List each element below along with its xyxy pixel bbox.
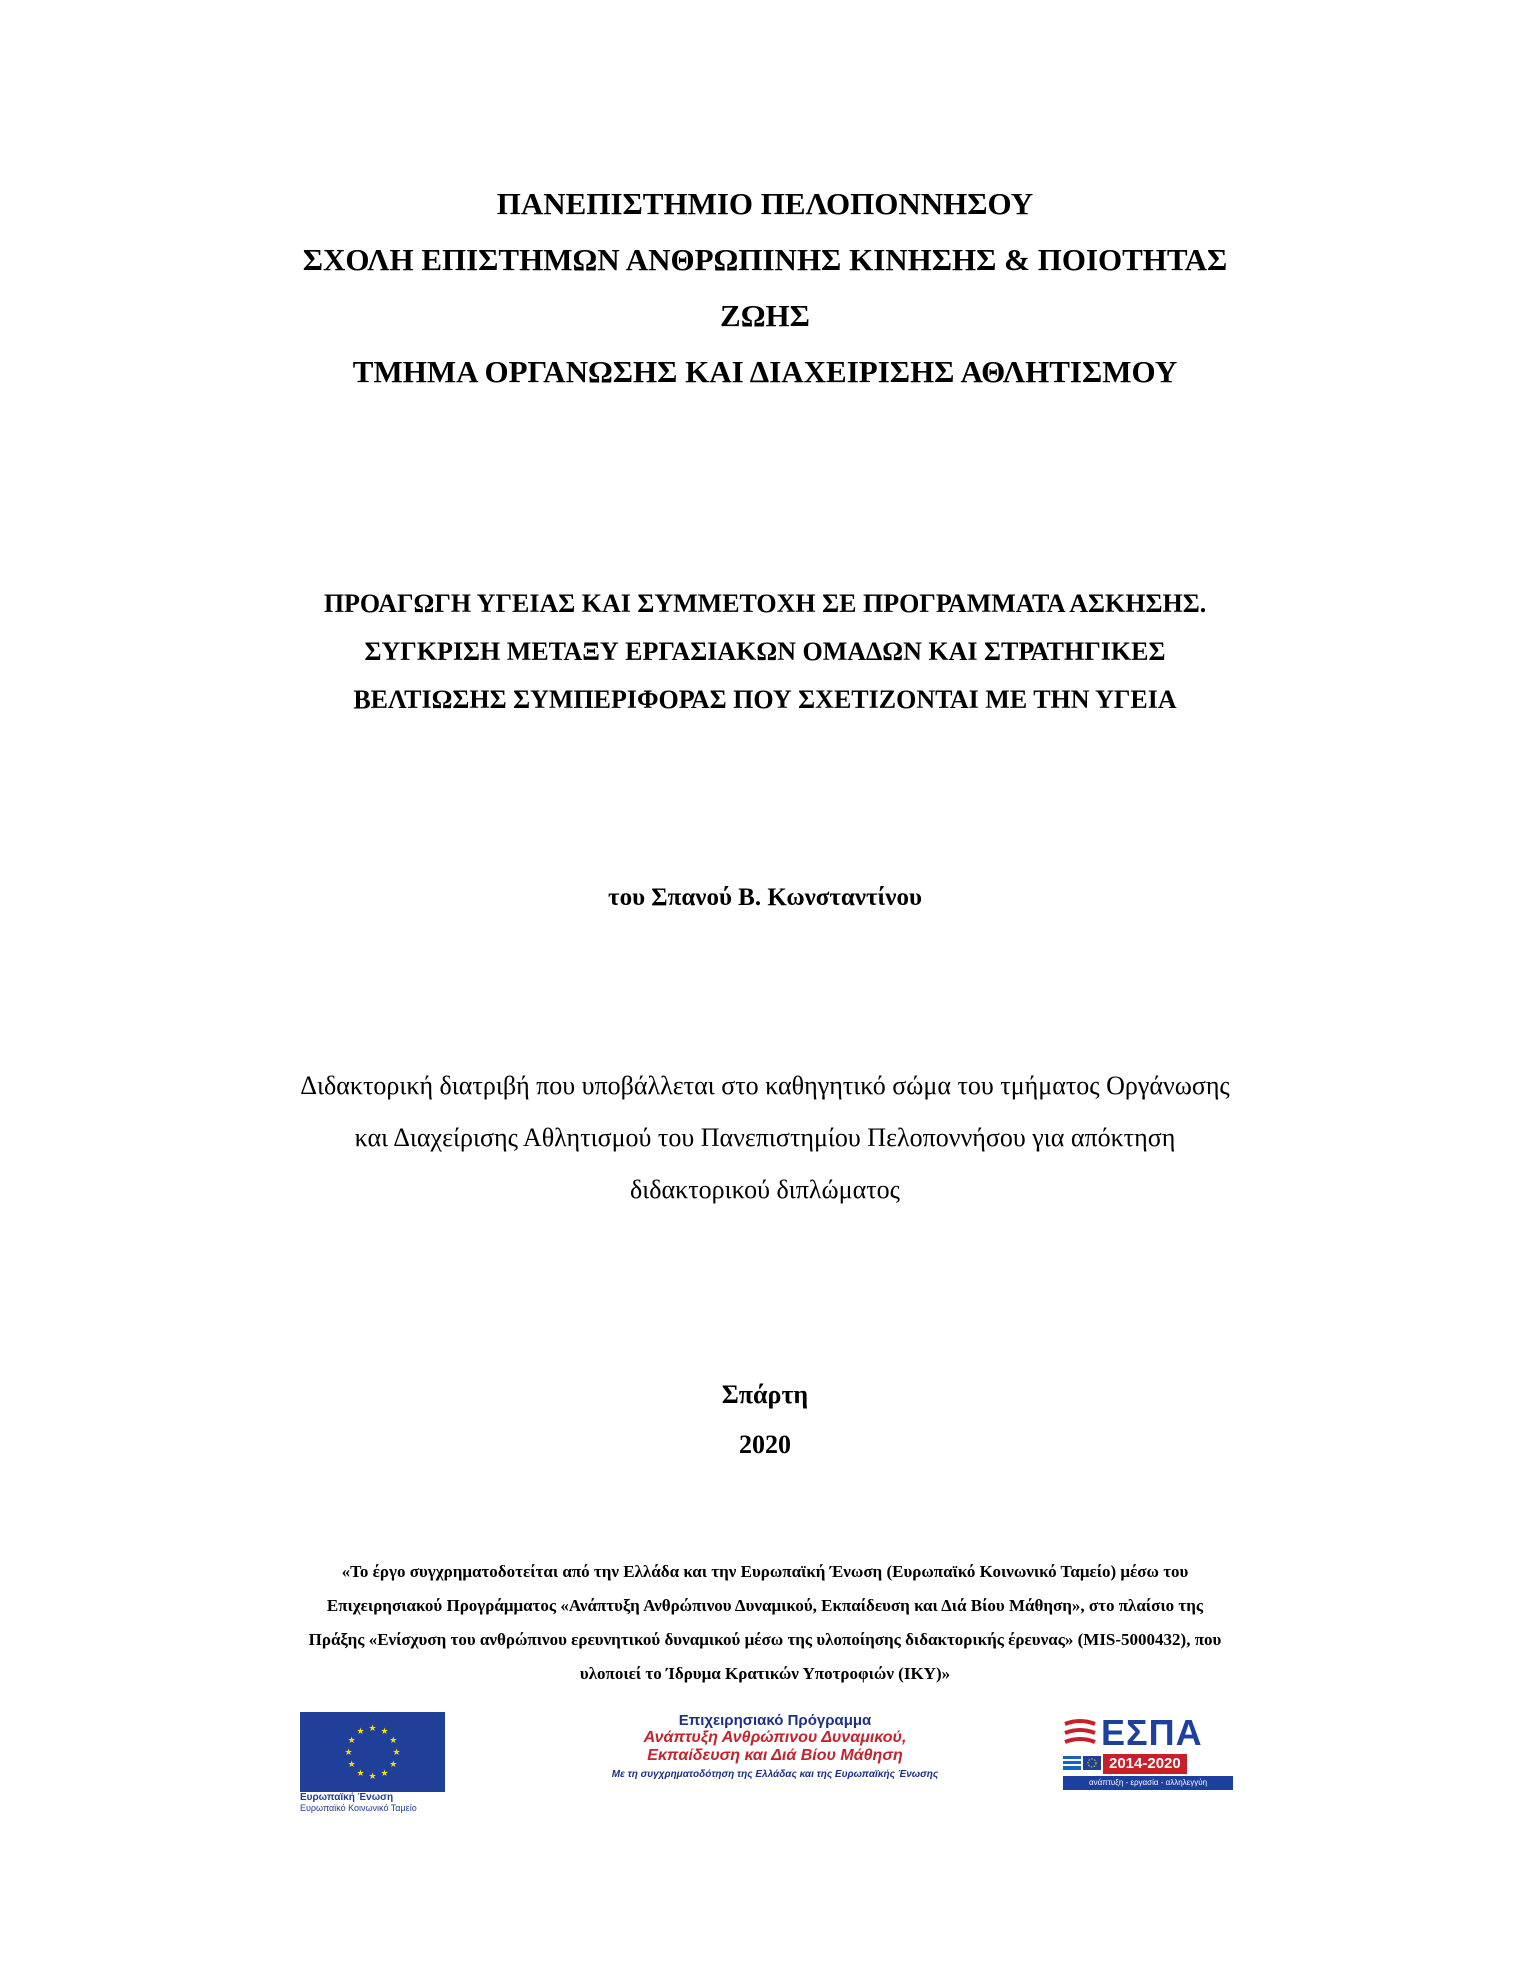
department-name: ΤΜΗΜΑ ΟΡΓΑΝΩΣΗΣ ΚΑΙ ΔΙΑΧΕΙΡΙΣΗΣ ΑΘΛΗΤΙΣΜΟΥ bbox=[352, 354, 1178, 389]
thesis-title-line: ΣΥΓΚΡΙΣΗ ΜΕΤΑΞΥ ΕΡΓΑΣΙΑΚΩΝ ΟΜΑΔΩΝ ΚΑΙ ΣΤΡΑΤΗΓΙΚΕΣ bbox=[364, 637, 1166, 666]
school-name-line1: ΣΧΟΛΗ ΕΠΙΣΤΗΜΩΝ ΑΝΘΡΩΠΙΝΗΣ ΚΙΝΗΣΗΣ & ΠΟΙΟΤΗΤΑΣ bbox=[302, 242, 1228, 277]
description-line: διδακτορικού διπλώματος bbox=[630, 1175, 900, 1204]
eu-star-icon: ★ bbox=[347, 1735, 356, 1745]
eu-star-icon: ★ bbox=[368, 1723, 377, 1733]
eu-star-icon: ★ bbox=[380, 1726, 389, 1737]
espa-years: 2014-2020 bbox=[1103, 1754, 1187, 1774]
thesis-title bbox=[0, 580, 1530, 724]
operational-programme-logo bbox=[555, 1712, 995, 1785]
thesis-description bbox=[0, 1060, 1530, 1216]
eu-star-icon: ★ bbox=[368, 1771, 377, 1781]
funding-line: Επιχειρησιακού Προγράμματος «Ανάπτυξη Ανθρώπινου Δυναμικού, Εκπαίδευση και Διά Βίου Μάθηση», στο πλαίσιο της bbox=[326, 1596, 1204, 1615]
place: Σπάρτη bbox=[721, 1380, 809, 1409]
op-logo-line3: Εκπαίδευση και Διά Βίου Μάθηση bbox=[647, 1747, 903, 1764]
eu-caption-sub: Ευρωπαϊκό Κοινωνικό Ταμείο bbox=[300, 1803, 417, 1813]
espa-mark-icon bbox=[1063, 1718, 1097, 1748]
eu-star-icon: ★ bbox=[389, 1735, 398, 1745]
funding-statement bbox=[0, 1555, 1530, 1691]
eu-star-icon: ★ bbox=[347, 1759, 356, 1769]
eu-star-icon: ★ bbox=[380, 1767, 389, 1778]
eu-star-icon: ★ bbox=[389, 1759, 398, 1769]
funding-line: «Το έργο συγχρηματοδοτείται από την Ελλάδα και την Ευρωπαϊκή Ένωση (Ευρωπαϊκό Κοινωνικό Ταμείο) μέσω του bbox=[341, 1562, 1189, 1581]
eu-star-icon: ★ bbox=[392, 1747, 401, 1757]
espa-logo bbox=[1063, 1714, 1233, 1790]
year: 2020 bbox=[739, 1430, 791, 1459]
school-name-line2: ΖΩΗΣ bbox=[720, 298, 810, 333]
eu-logo bbox=[300, 1712, 445, 1814]
author: του Σπανού Β. Κωνσταντίνου bbox=[608, 884, 922, 911]
eu-flag-icon bbox=[300, 1712, 445, 1792]
espa-tagline: ανάπτυξη - εργασία - αλληλεγγύη bbox=[1063, 1776, 1233, 1790]
university-name: ΠΑΝΕΠΙΣΤΗΜΙΟ ΠΕΛΟΠΟΝΝΗΣΟΥ bbox=[496, 186, 1034, 221]
funding-logos bbox=[0, 1712, 1530, 1812]
funding-line: υλοποιεί το Ίδρυμα Κρατικών Υποτροφιών (ΙΚΥ)» bbox=[579, 1664, 951, 1683]
university-header bbox=[0, 176, 1530, 400]
eu-star-icon: ★ bbox=[344, 1747, 353, 1757]
thesis-title-line: ΠΡΟΑΓΩΓΗ ΥΓΕΙΑΣ ΚΑΙ ΣΥΜΜΕΤΟΧΗ ΣΕ ΠΡΟΓΡΑΜΜΑΤΑ ΑΣΚΗΣΗΣ. bbox=[323, 589, 1207, 618]
op-logo-line2: Ανάπτυξη Ανθρώπινου Δυναμικού, bbox=[643, 1729, 907, 1746]
eu-caption-main: Ευρωπαϊκή Ένωση bbox=[300, 1792, 394, 1803]
description-line: Διδακτορική διατριβή που υποβάλλεται στο καθηγητικό σώμα του τμήματος Οργάνωσης bbox=[300, 1071, 1230, 1100]
description-line: και Διαχείρισης Αθλητισμού του Πανεπιστημίου Πελοποννήσου για απόκτηση bbox=[354, 1123, 1176, 1152]
op-logo-line4: Με τη συγχρηματοδότηση της Ελλάδας και της Ευρωπαϊκής Ένωσης bbox=[611, 1769, 939, 1780]
eu-star-icon: ★ bbox=[356, 1767, 365, 1778]
funding-line: Πράξης «Ενίσχυση του ανθρώπινου ερευνητικού δυναμικού μέσω της υλοποίησης διδακτορικής έρευνας» (MIS-5000432), που bbox=[308, 1630, 1222, 1649]
espa-word: ΕΣΠΑ bbox=[1101, 1712, 1203, 1753]
place-and-year bbox=[0, 1370, 1530, 1470]
op-logo-line1: Επιχειρησιακό Πρόγραμμα bbox=[678, 1712, 872, 1729]
flags-icon bbox=[1063, 1754, 1103, 1774]
eu-star-icon: ★ bbox=[356, 1726, 365, 1737]
thesis-title-line: ΒΕΛΤΙΩΣΗΣ ΣΥΜΠΕΡΙΦΟΡΑΣ ΠΟΥ ΣΧΕΤΙΖΟΝΤΑΙ ΜΕ ΤΗΝ ΥΓΕΙΑ bbox=[353, 685, 1177, 714]
